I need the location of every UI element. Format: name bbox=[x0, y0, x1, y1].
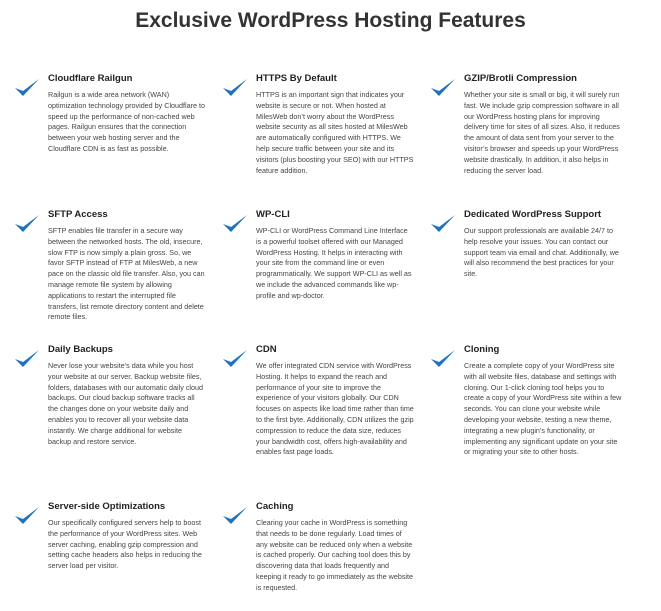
feature-description: Railgun is a wide area network (WAN) optimization technology provided by Cloudflare to speed up the performance of non-cached web pages. Railgun ensures that the connection between your web hosting server and the Cloudflare CDN is as fast as possible. bbox=[48, 90, 206, 153]
page-title: Exclusive WordPress Hosting Features bbox=[135, 9, 526, 32]
feature-cdn bbox=[222, 341, 430, 498]
feature-title: Caching bbox=[256, 501, 294, 512]
feature-title: Cloning bbox=[464, 344, 500, 355]
feature-description: SFTP enables file transfer in a secure way between the networked hosts. The old, insecure, slow FTP is now simply a plain gross. So, we favor SFTP instead of FTP at MilesWeb, a new pace on the classic old file transfer. Also, you can manage remote file system by allowing applications to restart the interrupted file transfers, list remote directory content and delete remote files. bbox=[48, 226, 205, 322]
feature-sftp-access bbox=[14, 206, 222, 341]
feature-title: GZIP/Brotli Compression bbox=[464, 73, 577, 84]
feature-title: HTTPS By Default bbox=[256, 73, 337, 84]
feature-title: Server-side Optimizations bbox=[48, 501, 166, 512]
checkmark-icon bbox=[14, 78, 40, 98]
feature-title: SFTP Access bbox=[48, 209, 108, 220]
feature-description: Create a complete copy of your WordPress site with all website files, database and settings with cloning. Our 1-click cloning tool helps you to create a copy of your WordPress site within a few seconds. You can clone your website while developing your website, testing a new theme, integrating a new plugin’s functionality, or implementing any significant update on your site or migrating your site to other hosts. bbox=[464, 361, 622, 457]
feature-description: Our support professionals are available 24/7 to help resolve your issues. You can contact our support team via email and chat. Additionally, we will also recommend the best practices for your site. bbox=[464, 226, 619, 279]
feature-description: WP-CLI or WordPress Command Line Interface is a powerful toolset offered with our Managed WordPress Hosting. It helps in interacting with your site from the command line or even programmatically. We support WP-CLI as well as we include the advanced commands like wp-profile and wp-doctor. bbox=[256, 226, 412, 300]
feature-https-by-default bbox=[222, 70, 430, 206]
feature-title: Dedicated WordPress Support bbox=[464, 209, 602, 220]
checkmark-icon bbox=[14, 349, 40, 369]
feature-description: Whether your site is small or big, it will surely run fast. We include gzip compression software in all our WordPress hosting plans for improving delivery time for sites of all sizes. Also, it reduces the amount of data sent from your server to the visitor’s browser and speeds up your WordPress website drastically. In addition, it also helps in reducing the server load. bbox=[464, 90, 620, 175]
feature-gzip-brotli-compression bbox=[430, 70, 638, 206]
feature-description: We offer integrated CDN service with WordPress Hosting. It helps to expand the reach and performance of your site to improve the experience of your visitors globally. Our CDN focuses on aspects like load time rather than time to the first byte. Additionally, CDN utilizes the gzip compression to reduce the data size, reduces your bandwidth cost, offers high-availability and enables fast page loads. bbox=[256, 361, 414, 457]
checkmark-icon bbox=[430, 78, 456, 98]
checkmark-icon bbox=[430, 349, 456, 369]
checkmark-icon bbox=[14, 506, 40, 526]
feature-description: Our specifically configured servers help to boost the performance of your WordPress sites. Web server caching, enabling gzip compression and setting cache headers also helps in reducing the server load per visitor. bbox=[48, 518, 202, 571]
checkmark-icon bbox=[430, 214, 456, 234]
feature-daily-backups bbox=[14, 341, 222, 498]
feature-wp-cli bbox=[222, 206, 430, 341]
checkmark-icon bbox=[222, 506, 248, 526]
feature-description: Clearing your cache in WordPress is something that needs to be done regularly. Load times of any website can be reduced only when a website is cached properly. Our caching tool does this by discovering data that loads frequently and keeping it ready to go immediately as the website is requested. bbox=[256, 518, 414, 592]
feature-title: CDN bbox=[256, 344, 277, 355]
feature-cloudflare-railgun bbox=[14, 70, 222, 206]
checkmark-icon bbox=[222, 78, 248, 98]
checkmark-icon bbox=[222, 349, 248, 369]
feature-description: HTTPS is an important sign that indicates your website is secure or not. When hosted at MilesWeb don’t worry about the WordPress website security as all sites hosted at MilesWeb are automatically configured with HTTPS. We help secure traffic between your site and its visitors (plus boosting your SEO) with our HTTPS feature addition. bbox=[256, 90, 414, 175]
checkmark-icon bbox=[222, 214, 248, 234]
feature-server-side-optimizations bbox=[14, 498, 222, 608]
feature-caching bbox=[222, 498, 430, 608]
features-grid bbox=[14, 70, 654, 608]
feature-title: Cloudflare Railgun bbox=[48, 73, 133, 84]
feature-title: WP-CLI bbox=[256, 209, 290, 220]
feature-dedicated-wordpress-support bbox=[430, 206, 638, 341]
feature-description: Never lose your website’s data while you host your website at our server. Backup website files, folders, databases with our automatic daily cloud backups. Our cloud backup software tracks all the changes done on your website daily and enables you to recover all your website data instantly. We charge additional for website backup and restore service. bbox=[48, 361, 204, 446]
feature-cloning bbox=[430, 341, 638, 498]
checkmark-icon bbox=[14, 214, 40, 234]
feature-title: Daily Backups bbox=[48, 344, 113, 355]
